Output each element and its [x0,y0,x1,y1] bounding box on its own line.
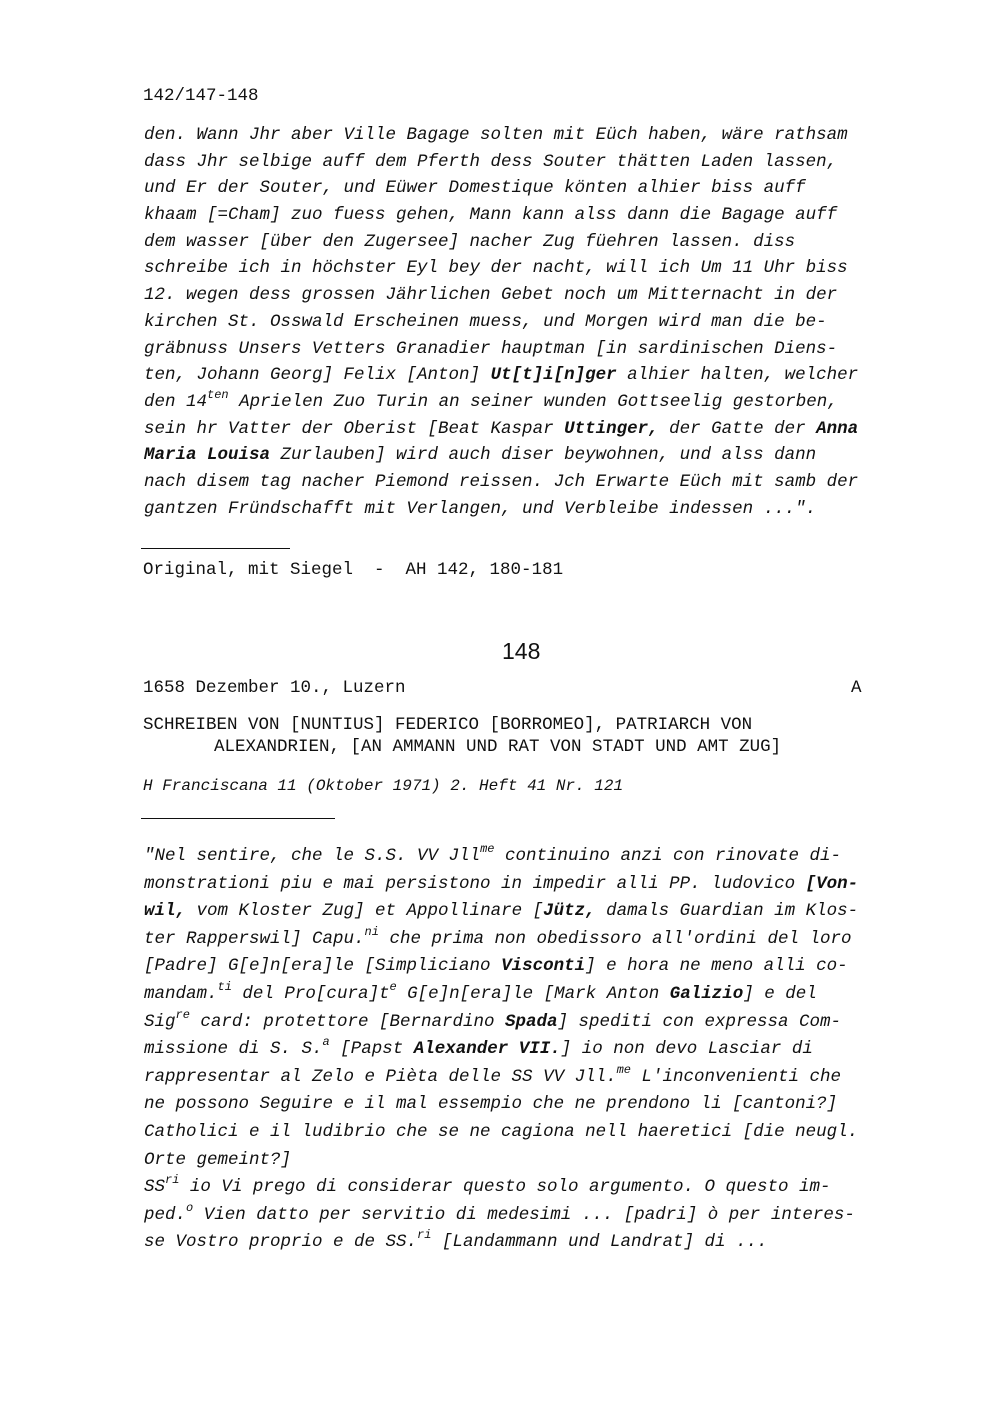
text-line: Orte gemeint?] [144,1149,292,1170]
text-line: nach disem tag nacher Piemond reissen. Jch Erwarte Eüch mit samb der [144,471,859,492]
text-line: 12. wegen dess grossen Jährlichen Gebet noch um Mitternacht in der [144,285,838,306]
text-line: rappresentar al Zelo e Pièta delle SS VV Jll.$^{me}$ L'inconvenienti che [144,1062,842,1087]
text-line: [Padre] G[e]n[era]le [Simpliciano Visconti] e hora ne meno alli co- [144,956,848,977]
text-line: $SS^{ri}$ io Vi prego di considerar questo solo argumento. O questo im- [144,1173,831,1198]
bold-name: Maria Louisa [144,445,271,466]
text-line: sein hr Vatter der Oberist [Beat Kaspar Uttinger, der Gatte der Anna [144,418,859,439]
text-line: ped.$^o$ Vien datto per servitio di medesimi ... [padri] ò per interes- [144,1200,855,1225]
doc147-source-note: Original, mit Siegel - AH 142, 180-181 [143,560,564,580]
doc148-reference: H Franciscana 11 (Oktober 1971) 2. Heft 41 Nr. 121 [143,777,624,795]
bold-name: Jütz, [543,901,596,922]
superscript: re [175,1007,190,1022]
text-line: Sig$^{re}$ card: protettore [Bernardino Spada] spediti con expressa Com- [144,1007,842,1032]
bold-name: Galizio [669,983,744,1004]
text-line: Maria Louisa Zurlauben] wird auch diser beywohnen, und alss dann [144,445,817,466]
footnote-divider [141,548,290,549]
text-line: "Nel sentire, che le S.S. VV Jll$^{me}$ continuino anzi con rinovate di- [144,842,842,866]
text-line: dem wasser [über den Zugersee] nacher Zug füehren lassen. diss [144,231,796,252]
superscript: ti [217,980,232,995]
superscript: ri [165,1173,180,1188]
superscript: o [186,1200,194,1215]
text-line: gräbnuss Unsers Vetters Granadier hauptman [in sardinischen Diens- [144,338,838,359]
text-line: den. Wann Jhr aber Ville Bagage solten mit Eüch haben, wäre rathsam [144,125,848,145]
text-line: gantzen Fründschafft mit Verlangen, und Verbleibe indessen ...". [144,498,817,519]
bold-name: Spada [504,1011,558,1032]
text-line: khaam [=Cham] zuo fuess gehen, Mann kann alss dann die Bagage auff [144,205,838,226]
bold-name: Ut[t]i[n]ger [490,365,617,386]
superscript: e [389,980,397,995]
doc147-body-text [144,122,924,522]
superscript: ni [364,924,379,939]
bold-name: Visconti [501,956,586,977]
document-number: 148 [502,638,541,664]
superscript: me [616,1062,631,1077]
doc148-body-text [144,843,924,1257]
doc148-type-mark: A [851,678,862,698]
text-line: ten, Johann Georg] Felix [Anton] Ut[t]i[n]ger alhier halten, welcher [144,365,859,386]
bold-name: Alexander VII. [413,1039,561,1060]
superscript: ri [417,1228,432,1243]
text-line: schreibe ich in höchster Eyl bey der nacht, will ich Um 11 Uhr biss [144,258,848,279]
text-line: se Vostro proprio e de SS.$^{ri}$ [Landammann und Landrat] di ... [144,1228,768,1253]
superscript: a [322,1035,330,1050]
page-reference: 142/147-148 [143,86,259,106]
superscript: me [480,842,495,857]
reference-divider [141,818,335,819]
doc148-date-place: 1658 Dezember 10., Luzern [143,678,406,698]
text-line: den $14^{ten}$ Aprielen Zuo Turin an seiner wunden Gottseelig gestorben, [144,388,838,412]
text-line: ter Rapperswil] Capu.$^{ni}$ che prima non obedissoro all'ordini del loro [144,924,852,949]
text-line: ne possono Seguire e il mal essempio che ne prendono li [cantoni?] [144,1094,838,1115]
text-line: missione di S. S.$^a$ [Papst Alexander VII.] io non devo Lasciar di [144,1035,813,1060]
text-line: und Er der Souter, und Eüwer Domestique könten alhier biss auff [144,178,806,199]
bold-name: wil, [144,901,187,922]
text-line: mandam.$^{ti}$ del $Pro[cura]t^e$ G[e]n[era]le [Mark Anton Galizio] e del [144,980,817,1004]
bold-name: [Von- [805,873,859,894]
text-line: kirchen St. Osswald Erscheinen muess, und Morgen wird man die be- [144,311,827,332]
bold-name: Uttinger, [564,418,659,439]
superscript: ten [207,388,229,403]
text-line: Catholici e il ludibrio che se ne cagiona nell haeretici [die neugl. [144,1121,859,1142]
doc148-title-line-2: ALEXANDRIEN, [AN AMMANN UND RAT VON STADT UND AMT ZUG] [214,737,782,757]
text-line: dass Jhr selbige auff dem Pferth dess Souter thätten Laden lassen, [144,151,838,172]
text-line: wil, vom Kloster Zug] et Appollinare [Jütz, damals Guardian im Klos- [144,901,859,922]
text-line: monstrationi piu e mai persistono in impedir alli PP. ludovico [Von- [144,873,859,894]
doc148-title-line-1: SCHREIBEN VON [NUNTIUS] FEDERICO [BORROMEO], PATRIARCH VON [143,715,753,735]
bold-name: Anna [816,418,859,439]
